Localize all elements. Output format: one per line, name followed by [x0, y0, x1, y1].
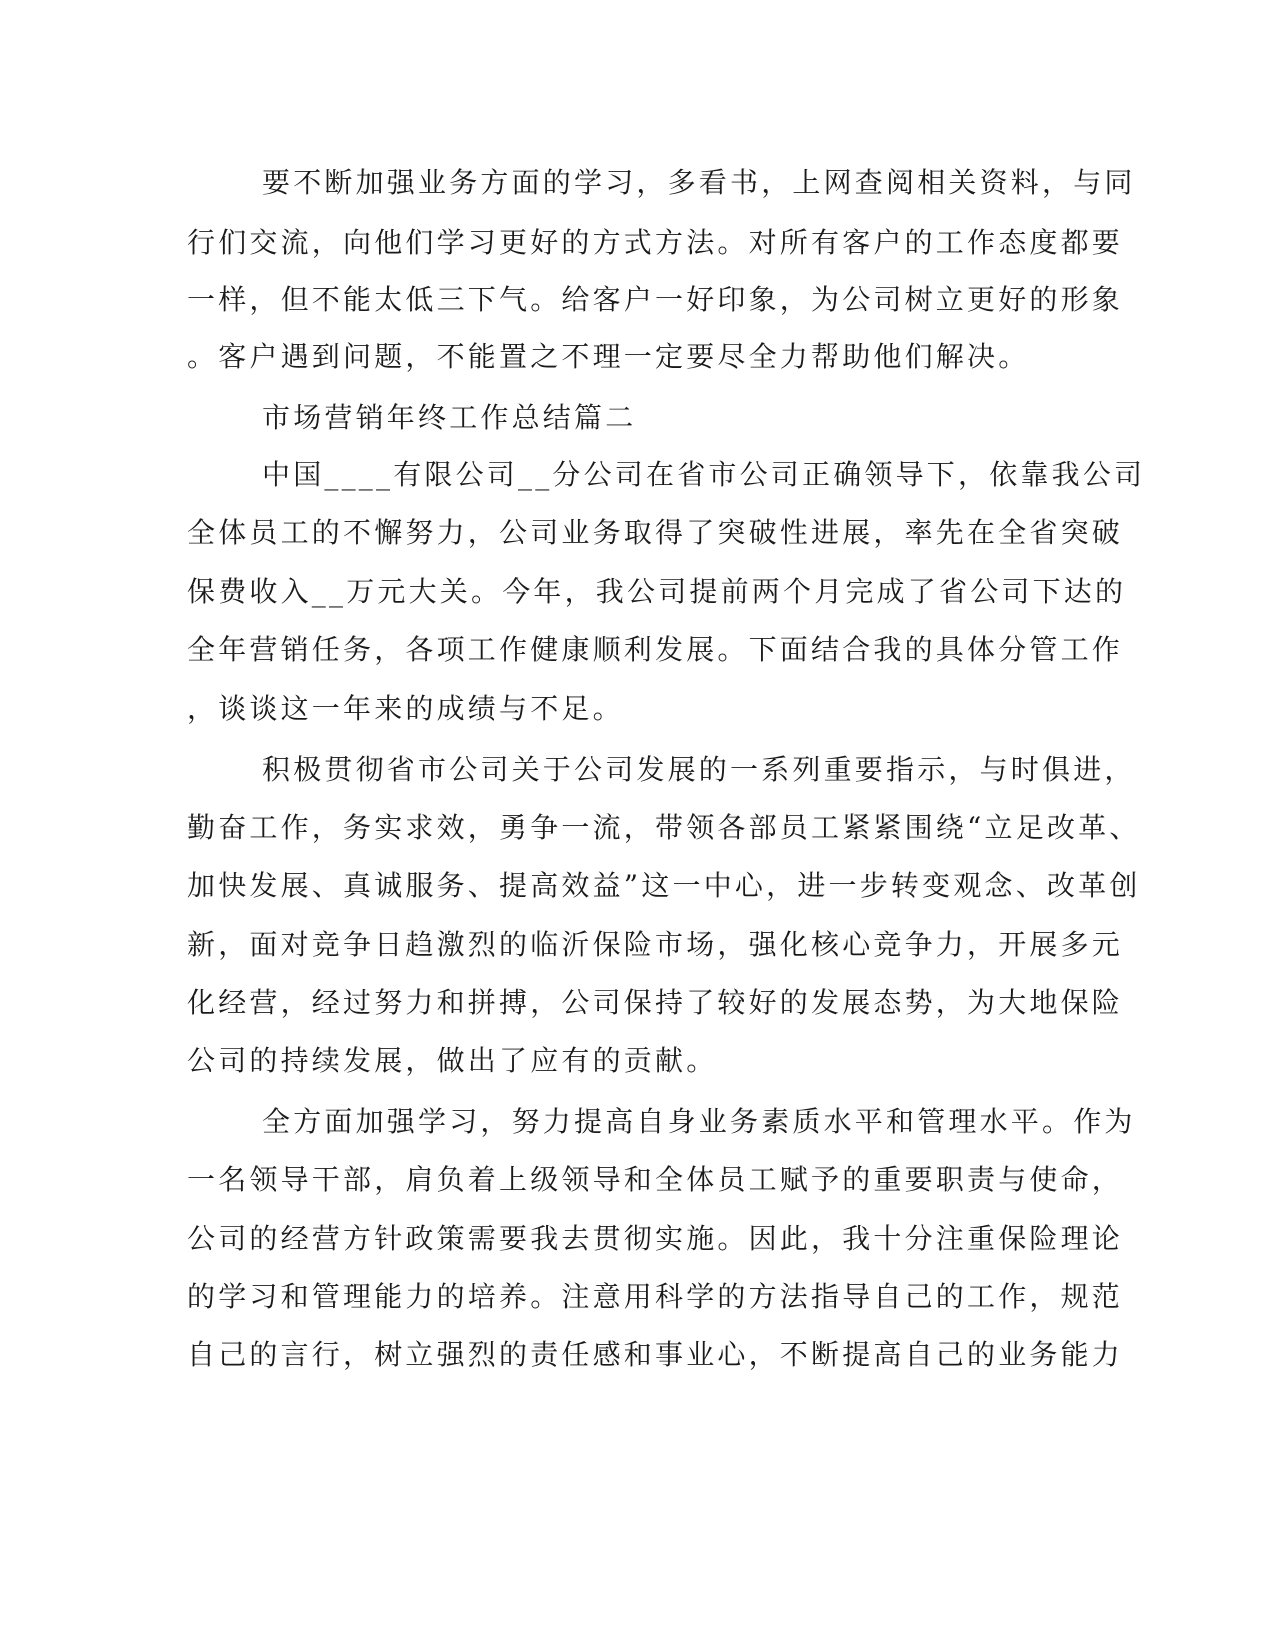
paragraph-4-line-5: 自己的言行，树立强烈的责任感和事业心，不断提高自己的业务能力 [187, 1338, 1124, 1371]
paragraph-4-line-4: 的学习和管理能力的培养。注意用科学的方法指导自己的工作，规范 [187, 1280, 1124, 1313]
paragraph-1-line-4: 。客户遇到问题，不能置之不理一定要尽全力帮助他们解决。 [187, 340, 1030, 373]
paragraph-3-line-5: 化经营，经过努力和拼搏，公司保持了较好的发展态势，为大地保险 [187, 986, 1124, 1019]
paragraph-3-line-6: 公司的持续发展，做出了应有的贡献。 [187, 1044, 718, 1077]
paragraph-3-line-3: 加快发展、真诚服务、提高效益”这一中心，进一步转变观念、改革创 [187, 869, 1141, 902]
paragraph-3-line-1: 积极贯彻省市公司关于公司发展的一系列重要指示，与时俱进， [262, 753, 1136, 786]
paragraph-2-line-3: 保费收入__万元大关。今年，我公司提前两个月完成了省公司下达的 [187, 575, 1127, 608]
paragraph-1-line-3: 一样，但不能太低三下气。给客户一好印象，为公司树立更好的形象 [187, 283, 1124, 316]
paragraph-2-line-4: 全年营销任务，各项工作健康顺利发展。下面结合我的具体分管工作 [187, 633, 1124, 666]
paragraph-4-line-2: 一名领导干部，肩负着上级领导和全体员工赋予的重要职责与使命， [187, 1163, 1124, 1196]
paragraph-1-line-1: 要不断加强业务方面的学习，多看书，上网查阅相关资料，与同 [262, 166, 1136, 199]
paragraph-4-line-1: 全方面加强学习，努力提高自身业务素质水平和管理水平。作为 [262, 1105, 1136, 1138]
paragraph-1-line-2: 行们交流，向他们学习更好的方式方法。对所有客户的工作态度都要 [187, 226, 1124, 259]
paragraph-4-line-3: 公司的经营方针政策需要我去贯彻实施。因此，我十分注重保险理论 [187, 1222, 1124, 1255]
paragraph-3-line-2: 勤奋工作，务实求效，勇争一流，带领各部员工紧紧围绕“立足改革、 [187, 811, 1141, 844]
paragraph-2-line-1: 中国____有限公司__分公司在省市公司正确领导下，依靠我公司 [262, 458, 1146, 491]
paragraph-2-line-5: ，谈谈这一年来的成绩与不足。 [187, 692, 624, 725]
section-heading: 市场营销年终工作总结篇二 [262, 401, 637, 434]
paragraph-3-line-4: 新，面对竞争日趋激烈的临沂保险市场，强化核心竞争力，开展多元 [187, 928, 1124, 961]
paragraph-2-line-2: 全体员工的不懈努力，公司业务取得了突破性进展，率先在全省突破 [187, 516, 1124, 549]
